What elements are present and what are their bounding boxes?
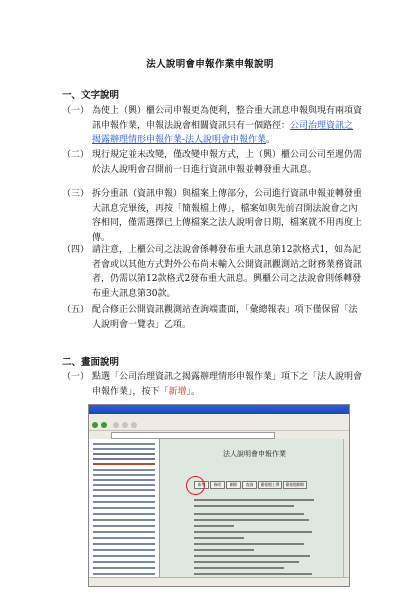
item-text: 拆分重訊（資訊申報）與檔案上傳部分，公司進行資訊申報並轉發重大訊息完畢後，再按「簡報檔上傳」，檔案如與先前召開法說會之內容相同，僅需選擇已上傳檔案之法人說明會日期，檔案就不用再度上傳。 (92, 189, 363, 243)
browser-statusbar (89, 577, 349, 586)
instruction-line (194, 561, 299, 563)
instruction-line (194, 555, 310, 557)
tree-item (93, 501, 155, 503)
tree-item (93, 519, 155, 521)
delete-slides-button[interactable]: 簡報檔刪除 (283, 481, 307, 489)
section-heading-text: 一、文字說明 (62, 90, 120, 101)
instruction-line (194, 513, 304, 515)
instruction-line (194, 537, 244, 539)
forward-icon (101, 422, 107, 428)
instruction-line (194, 499, 314, 501)
item-text-end: 。 (266, 135, 276, 146)
item-5 (62, 303, 362, 332)
delete-button[interactable]: 刪除 (226, 481, 241, 489)
tree-pane (89, 439, 160, 578)
item-text: 配合修正公開資訊觀測站查詢端畫面，「彙總報表」項下僅保留「法人說明會一覽表」乙項。 (92, 305, 358, 330)
item-2 (62, 148, 362, 177)
add-keyword: 新增 (168, 386, 187, 397)
instruction-line (194, 549, 254, 551)
tree-item (93, 555, 155, 557)
item-number: （二） (62, 150, 90, 160)
item-6 (62, 370, 362, 399)
tree-item (93, 469, 155, 471)
tree-item (93, 474, 155, 476)
stop-icon (113, 422, 119, 428)
embedded-screenshot (88, 404, 350, 587)
item-text: 請注意，上櫃公司之法說會係轉發布重大訊息第12款格式1，如為記者會或以其他方式對外公布尚未輸入公開資訊觀測站之財務業務資訊者，仍需以第12款格式2發布重大訊息。興櫃公司之法說會則係轉發布重大訊息第30款。 (92, 245, 363, 299)
tree-item (93, 543, 155, 545)
tree-item (93, 489, 155, 491)
instruction-line (194, 519, 309, 521)
browser-toolbar (89, 421, 349, 431)
item-4 (62, 243, 362, 301)
app-title: 法人說明會申報作業 (223, 450, 286, 458)
tree-item (93, 495, 155, 497)
item-text: 現行規定並未改變，僅改變申報方式，上（興）櫃公司公司至遲仍需於法人說明會召開前一日進行資訊申報並轉發重大訊息。 (92, 150, 363, 175)
section-heading-screens: 二、畫面說明 (62, 357, 120, 368)
item-number: （三） (62, 189, 90, 199)
refresh-icon (122, 422, 128, 428)
item-1 (62, 104, 362, 148)
tree-item (93, 507, 155, 509)
tree-item (93, 573, 155, 575)
instruction-line (194, 525, 234, 527)
tree-item (93, 448, 155, 450)
item-text-end: 」。 (186, 386, 201, 397)
item-number: （一） (62, 372, 90, 382)
highlight-circle (186, 476, 205, 495)
tree-item (93, 531, 155, 533)
tree-item (93, 525, 155, 527)
tree-item (93, 484, 155, 486)
edit-button[interactable]: 修改 (210, 481, 225, 489)
item-number: （四） (62, 245, 90, 255)
instruction-line (194, 567, 284, 569)
item-text: 點選「公司治理資訊之揭露辦理情形申報作業」項下之「法人說明會申報作業」，按下「 (92, 372, 363, 397)
instruction-line (194, 573, 312, 575)
back-icon (92, 422, 98, 428)
query-button[interactable]: 查詢 (242, 481, 257, 489)
address-field (111, 432, 275, 439)
item-3 (62, 187, 362, 245)
add-button[interactable]: 新增 (194, 481, 209, 489)
item-text: 為使上（興）櫃公司申報更為便利，整合重大訊息申報與現有兩項資訊申報作業，申報法說會相關資訊只有一個路徑： (92, 106, 363, 131)
tree-item (93, 513, 155, 515)
instruction-line (194, 543, 304, 545)
tree-item (93, 458, 155, 460)
page-title: 法人說明會申報作業申報說明 (146, 59, 274, 70)
tree-item (93, 537, 155, 539)
home-icon (131, 422, 137, 428)
tree-item (93, 561, 155, 563)
item-number: （一） (62, 106, 90, 116)
tree-item (93, 443, 155, 445)
upload-slides-button[interactable]: 簡報檔上傳 (258, 481, 282, 489)
browser-menubar (89, 414, 349, 421)
vertical-scrollbar[interactable] (343, 439, 349, 578)
item-number: （五） (62, 305, 90, 315)
instruction-line (194, 505, 294, 507)
tree-item-selected (93, 463, 155, 465)
path-link[interactable]: 公司治理資訊之揭露辦理情形申報作業-法人說明會申報作業 (92, 120, 354, 146)
tree-item (93, 549, 155, 551)
instruction-line (194, 531, 312, 533)
tree-item (93, 479, 155, 481)
content-pane (160, 439, 349, 578)
tree-item (93, 567, 155, 569)
browser-titlebar (89, 405, 349, 414)
tree-item (93, 453, 155, 455)
